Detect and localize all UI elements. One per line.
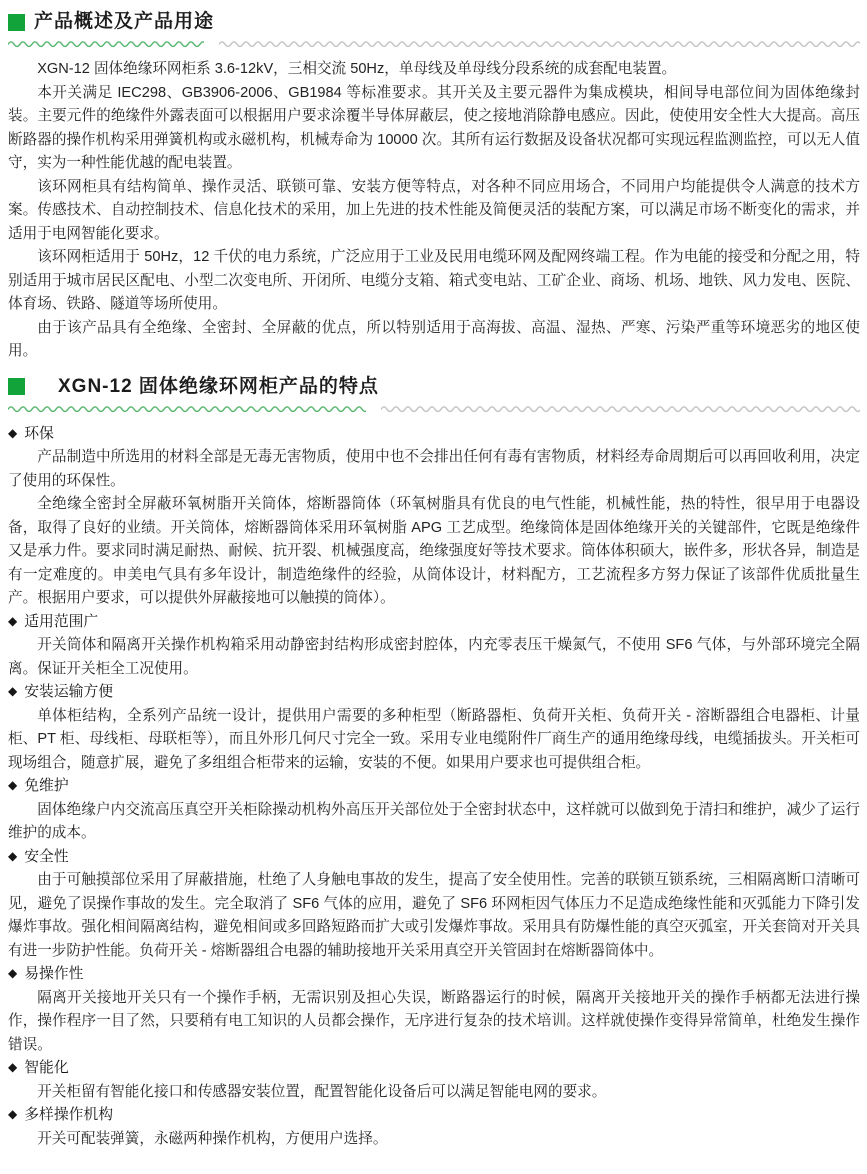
paragraph: 隔离开关接地开关只有一个操作手柄，无需识别及担心失误，断路器运行的时候，隔离开关接地开关的操作手柄都无法进行操作，操作程序一目了然，只要稍有电工知识的人员都会操作，无序进行复杂的技术培训。这样就使操作变得异常简单，杜绝发生操作错误。: [8, 989, 860, 1053]
section-features-body: [8, 423, 860, 1152]
feature-heading: [8, 423, 860, 447]
feature-heading: [8, 775, 860, 799]
wavy-line-gray-icon: [381, 404, 860, 414]
feature-heading: [8, 1104, 860, 1128]
section-header-features: [8, 375, 860, 399]
feature-heading-label: 易操作性: [24, 966, 84, 982]
feature-safety: [8, 846, 860, 964]
section-overview-body: [8, 58, 860, 364]
feature-heading: [8, 1057, 860, 1081]
feature-heading: [8, 611, 860, 635]
feature-operating-mechanisms: [8, 1104, 860, 1151]
green-square-icon: [8, 14, 25, 31]
wavy-line-green-icon: [8, 39, 204, 49]
feature-heading-label: 安全性: [24, 848, 69, 865]
paragraph: 该环网柜适用于 50Hz，12 千伏的电力系统，广泛应用于工业及民用电缆环网及配网终端工程。作为电能的接受和分配之用，特别适用于城市居民区配电、小型二次变电所、开闭所、电缆分支箱、箱式变电站、工矿企业、商场、机场、地铁、风力发电、医院、体育场、铁路、隧道等场所使用。: [8, 249, 860, 312]
feature-wide-application: [8, 611, 860, 682]
green-square-icon: [8, 378, 25, 395]
paragraph: 该环网柜具有结构简单、操作灵活、联锁可靠、安装方便等特点，对各种不同应用场合，不同用户均能提供令人满意的技术方案。传感技术、自动控制技术、信息化技术的采用，加上先进的技术性能及简便灵活的装配方案，可以满足市场不断变化的需求，并适用于电网智能化要求。: [8, 178, 860, 242]
paragraph: 由于可触摸部位采用了屏蔽措施，杜绝了人身触电事故的发生，提高了安全使用性。完善的联锁互锁系统，三相隔离断口清晰可见，避免了误操作事故的发生。完全取消了 SF6 气体的应用，避免了 SF6 环网柜因气体压力不足造成绝缘性能和灭弧能力下降引发爆炸事故。强化相间隔离结构，避免相间或多回路短路而扩大或引发爆炸事故。采用具有防爆性能的真空灭弧室，开关套筒对开关具有进一步防护性能。负荷开关 - 熔断器组合电器的辅助接地开关采用真空开关管固封在熔断器筒体中。: [8, 872, 860, 959]
diamond-bullet-icon: ◆: [8, 778, 18, 792]
diamond-bullet-icon: ◆: [8, 1107, 18, 1121]
diamond-bullet-icon: ◆: [8, 425, 18, 440]
paragraph: 由于该产品具有全绝缘、全密封、全屏蔽的优点，所以特别适用于高海拔、高温、湿热、严寒、污染严重等环境恶劣的地区使用。: [8, 319, 860, 359]
feature-heading-label: 智能化: [24, 1060, 69, 1076]
paragraph: 开关柜留有智能化接口和传感器安装位置，配置智能化设备后可以满足智能电网的要求。: [37, 1083, 607, 1100]
wavy-line-green-icon: [8, 404, 366, 414]
feature-easy-operation: [8, 963, 860, 1057]
section-header-overview: [8, 10, 860, 34]
diamond-bullet-icon: ◆: [8, 848, 18, 863]
feature-heading-label: 多样操作机构: [24, 1107, 114, 1123]
paragraph: 产品制造中所选用的材料全部是无毒无害物质，使用中也不会排出任何有毒有害物质，材料经寿命周期后可以再回收利用，决定了使用的环保性。: [8, 449, 860, 489]
feature-heading-label: 免维护: [24, 778, 69, 794]
section-title-overview: 产品概述及产品用途: [34, 11, 215, 32]
diamond-bullet-icon: ◆: [8, 684, 18, 698]
feature-heading-label: 安装运输方便: [24, 684, 114, 700]
paragraph: 本开关满足 IEC298、GB3906-2006、GB1984 等标准要求。其开关及主要元器件为集成模块，相间导电部位间为固体绝缘封装。主要元件的绝缘件外露表面可以根据用户要求涂覆半导体屏蔽层，使之接地消除静电感应。因此，使使用安全性大大提高。高压断路器的操作机构采用弹簧机构或永磁机构，机械寿命为 10000 次。其所有运行数据及设备状况都可实现远程监测监控，可以无人值守，实为一种性能优越的配电装置。: [8, 84, 860, 171]
feature-heading: [8, 846, 860, 870]
feature-heading: [8, 963, 860, 987]
feature-intelligence: [8, 1057, 860, 1104]
diamond-bullet-icon: ◆: [8, 613, 18, 628]
feature-heading-label: 环保: [24, 425, 54, 442]
paragraph: 开关可配装弹簧，永磁两种操作机构，方便用户选择。: [37, 1130, 388, 1147]
section-title-features: XGN-12 固体绝缘环网柜产品的特点: [58, 375, 379, 397]
diamond-bullet-icon: ◆: [8, 966, 18, 980]
feature-heading-label: 适用范围广: [24, 613, 99, 630]
paragraph: 固体绝缘户内交流高压真空开关柜除操动机构外高压开关部位处于全密封状态中，这样就可以做到免于清扫和维护，减少了运行维护的成本。: [8, 801, 860, 841]
paragraph: 单体柜结构，全系列产品统一设计，提供用户需要的多种柜型（断路器柜、负荷开关柜、负荷开关 - 溶断器组合电器柜、计量柜、PT 柜、母线柜、母联柜等），而且外形几何尺寸完全一致。采用专业电缆附件厂商生产的通用绝缘母线，电缆插拔头。开关柜可现场组合，随意扩展，避免了多组组合柜带来的运输，安装的不便。如果用户要求也可提供组合柜。: [8, 707, 860, 771]
paragraph: XGN-12 固体绝缘环网柜系 3.6-12kV，三相交流 50Hz，单母线及单母线分段系统的成套配电装置。: [37, 61, 677, 77]
paragraph: 开关筒体和隔离开关操作机构箱采用动静密封结构形成密封腔体，内充零表压干燥氮气，不使用 SF6 气体，与外部环境完全隔离。保证开关柜全工况使用。: [8, 637, 860, 677]
wavy-divider: [8, 404, 860, 414]
feature-heading: [8, 681, 860, 705]
wavy-divider: [8, 39, 860, 49]
feature-maintenance-free: [8, 775, 860, 846]
feature-easy-transport: [8, 681, 860, 775]
wavy-line-gray-icon: [219, 39, 860, 49]
paragraph: 全绝缘全密封全屏蔽环氧树脂开关筒体，熔断器筒体（环氧树脂具有优良的电气性能，机械性能，热的特性，很早用于电器设备，取得了良好的业绩。开关筒体，熔断器筒体采用环氧树脂 APG 工艺成型。绝缘筒体是固体绝缘开关的关键部件，它既是绝缘件又是承力件。要求同时满足耐热、耐候、抗开裂、机械强度高，绝缘强度好等技术要求。筒体体积硕大，嵌件多，形状各异，制造是有一定难度的。申美电气具有多年设计，制造绝缘件的经验，从筒体设计，材料配方，工艺流程多方努力保证了该部件优质批量生产。根据用户要求，可以提供外屏蔽接地可以触摸的筒体）。: [8, 496, 860, 606]
diamond-bullet-icon: ◆: [8, 1060, 18, 1074]
feature-environment: [8, 423, 860, 611]
